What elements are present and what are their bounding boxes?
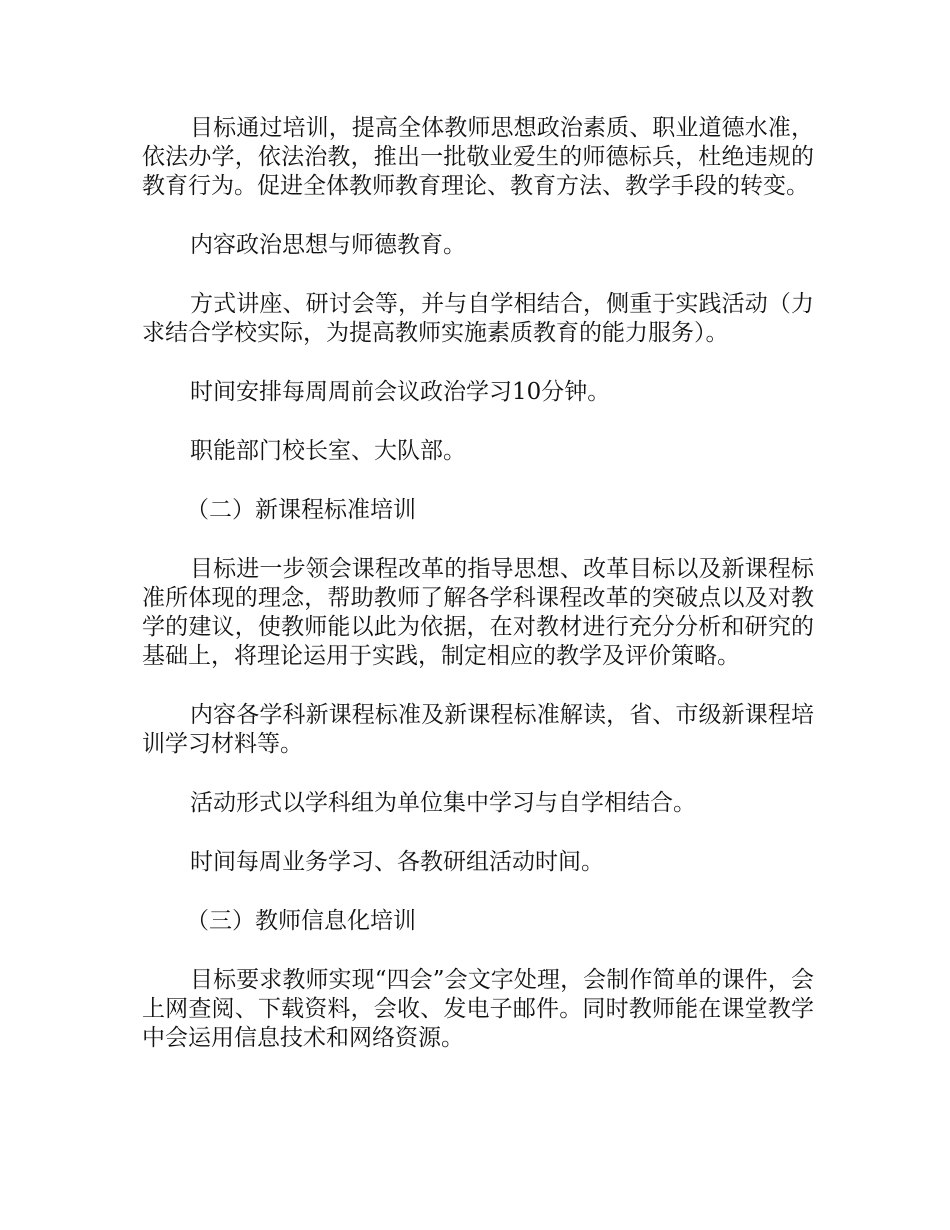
paragraph-curriculum-format: 活动形式以学科组为单位集中学习与自学相结合。 xyxy=(190,790,696,816)
paragraph-ethics-schedule: 时间安排每周周前会议政治学习10分钟。 xyxy=(190,379,611,405)
paragraph-curriculum-content: 内容各学科新课程标准及新课程标准解读，省、市级新课程培训学习材料等。 xyxy=(142,702,814,757)
paragraph-ethics-goal: 目标通过培训，提高全体教师思想政治素质、职业道德水准，依法办学，依法治教，推出一批敬业爱生的师德标兵，杜绝违规的教育行为。促进全体教师教育理论、教育方法、教学手段的转变。 xyxy=(142,115,814,199)
paragraph-curriculum-goal: 目标进一步领会课程改革的指导思想、改革目标以及新课程标准所体现的理念，帮助教师了解各学科课程改革的突破点以及对教学的建议，使教师能以此为依据，在对教材进行充分分析和研究的基础上，将理论运用于实践，制定相应的教学及评价策略。 xyxy=(142,556,814,669)
section-heading-curriculum: （二）新课程标准培训 xyxy=(186,497,416,523)
paragraph-it-goal: 目标要求教师实现“四会”会文字处理，会制作简单的课件，会上网查阅、下载资料，会收、发电子邮件。同时教师能在课堂教学中会运用信息技术和网络资源。 xyxy=(142,967,814,1051)
document-body xyxy=(142,114,814,1083)
section-heading-it-training: （三）教师信息化培训 xyxy=(186,908,416,934)
paragraph-ethics-content: 内容政治思想与师德教育。 xyxy=(190,232,466,258)
paragraph-curriculum-schedule: 时间每周业务学习、各教研组活动时间。 xyxy=(190,849,604,875)
paragraph-ethics-department: 职能部门校长室、大队部。 xyxy=(190,438,466,464)
paragraph-ethics-method: 方式讲座、研讨会等，并与自学相结合，侧重于实践活动（力求结合学校实际，为提高教师实施素质教育的能力服务）。 xyxy=(142,291,814,346)
